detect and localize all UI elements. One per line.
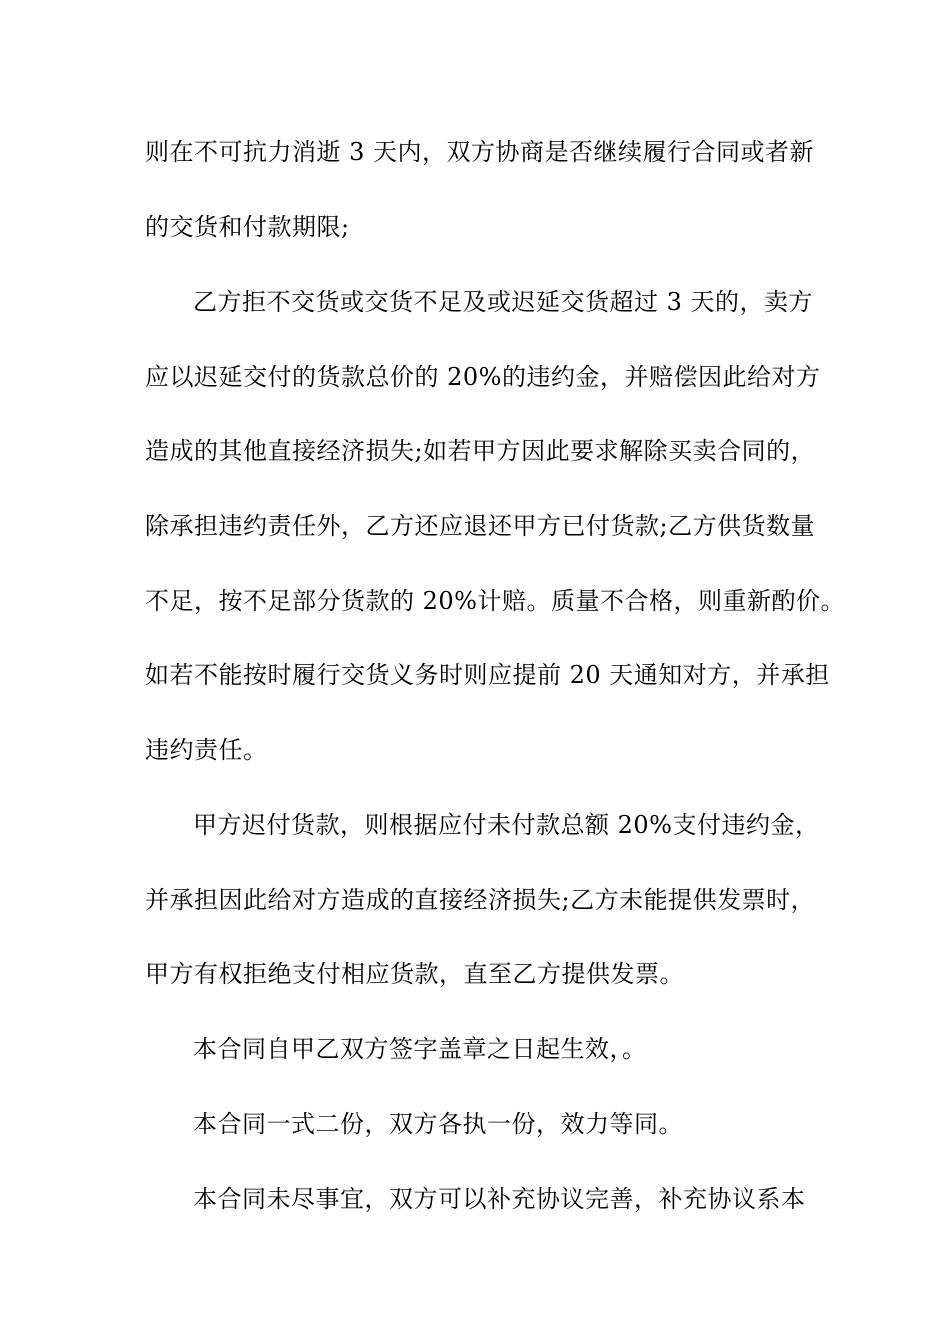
paragraph-line: 乙方拒不交货或交货不足及或迟延交货超过 3 天的，卖方: [193, 288, 814, 316]
paragraph-line: 本合同一式二份，双方各执一份，效力等同。: [193, 1110, 683, 1138]
text-line: 除承担违约责任外，乙方还应退还甲方已付货款;乙方供货数量: [145, 512, 816, 540]
text-line: 不足，按不足部分货款的 20%计赔。质量不合格，则重新酌价。: [145, 587, 845, 615]
text-line: 甲方有权拒绝支付相应货款，直至乙方提供发票。: [145, 960, 684, 988]
text-line: 违约责任。: [145, 736, 268, 764]
text-line: 造成的其他直接经济损失;如若甲方因此要求解除买卖合同的，: [145, 437, 816, 465]
text-line: 的交货和付款期限;: [145, 213, 350, 241]
text-line: 则在不可抗力消逝 3 天内，双方协商是否继续履行合同或者新: [145, 138, 815, 166]
text-line: 并承担因此给对方造成的直接经济损失;乙方未能提供发票时，: [145, 886, 816, 914]
text-line: 如若不能按时履行交货义务时则应提前 20 天通知对方，并承担: [145, 661, 830, 689]
text-line: 应以迟延交付的货款总价的 20%的违约金，并赔偿因此给对方: [145, 363, 821, 391]
paragraph-line: 甲方迟付货款，则根据应付未付款总额 20%支付违约金，: [193, 811, 820, 839]
paragraph-line: 本合同自甲乙双方签字盖章之日起生效，。: [193, 1035, 647, 1063]
paragraph-line: 本合同未尽事宜，双方可以补充协议完善，补充协议系本: [193, 1185, 806, 1213]
